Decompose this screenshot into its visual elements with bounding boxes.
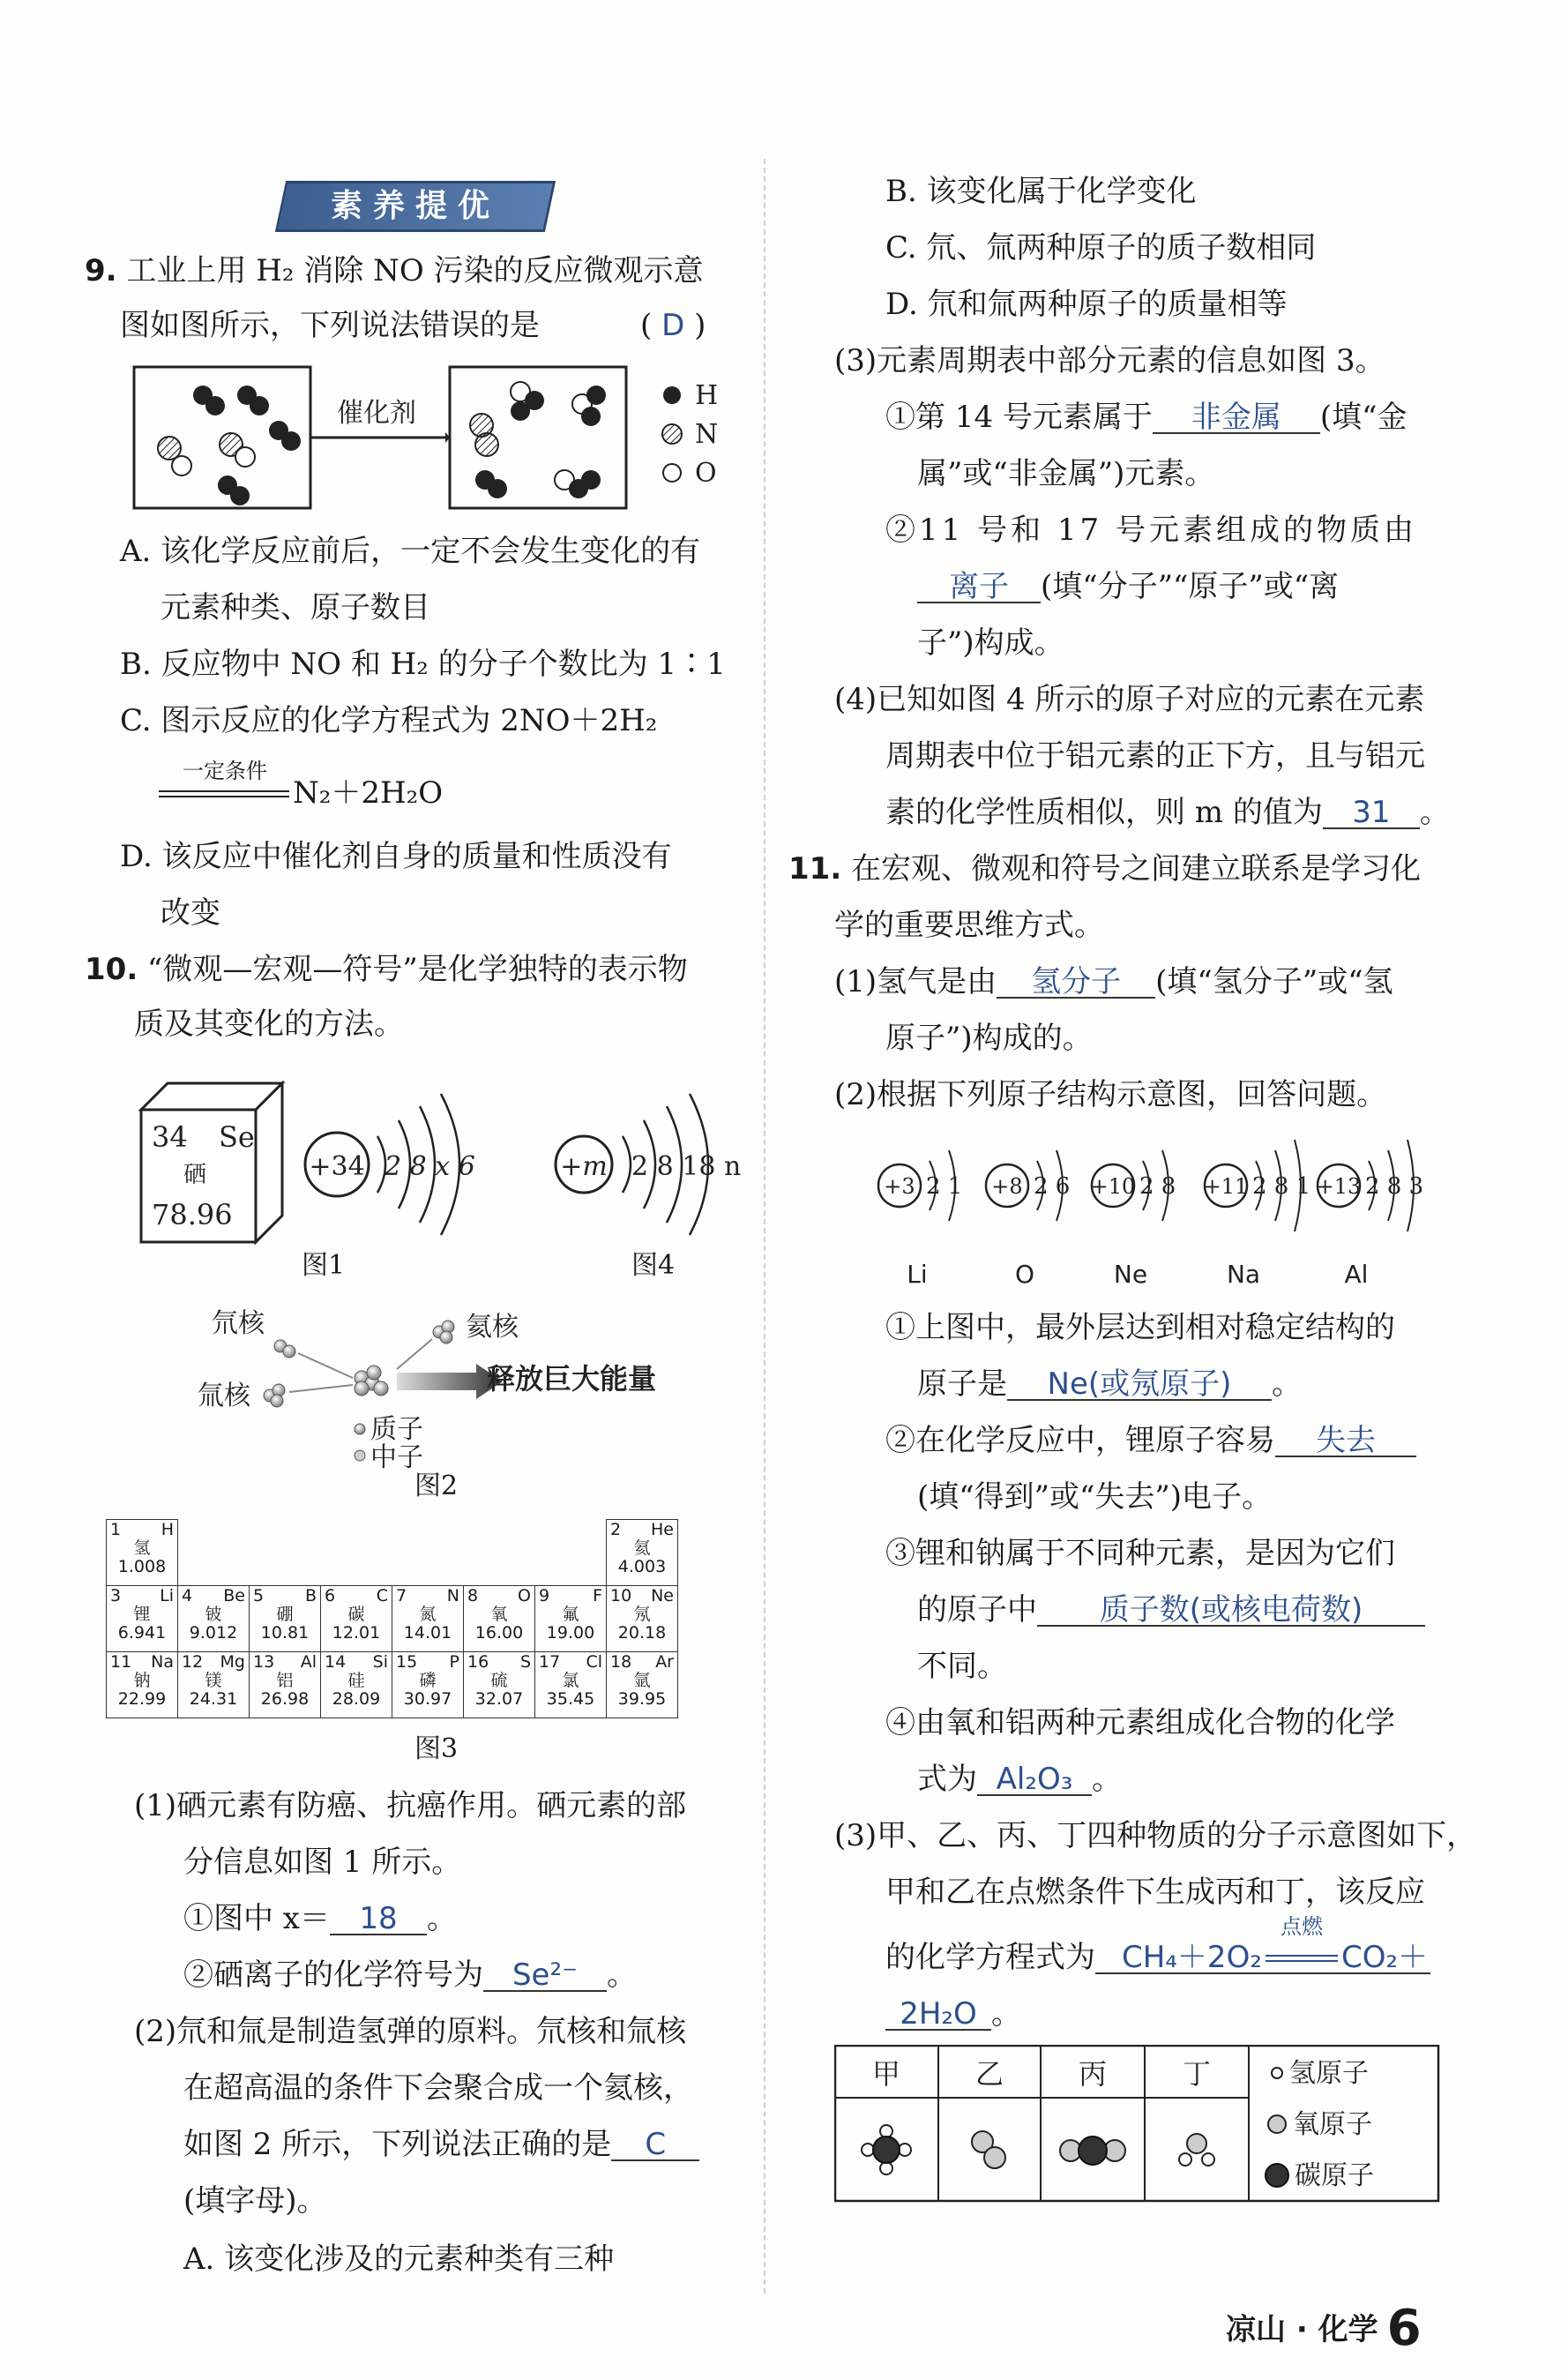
se-number: 34 xyxy=(152,1120,188,1154)
molecule-h2o xyxy=(1179,2134,1214,2166)
page-number: 6 xyxy=(1386,2300,1422,2357)
q10-p1a: ①图中 x＝ 18 。 xyxy=(183,1901,457,1936)
pt-cell-cl: 17 Cl 氯 35.45 xyxy=(535,1652,607,1718)
atom-label: Ne xyxy=(1113,1260,1148,1289)
atom-nucleus-charge: +13 xyxy=(1316,1174,1362,1199)
proton-label: 质子 xyxy=(370,1414,423,1445)
q10-p2-line3: 如图 2 所示，下列说法正确的是 C xyxy=(183,2129,699,2161)
legend-h: H xyxy=(695,380,719,411)
q9-optA2: 元素种类、原子数目 xyxy=(161,590,430,625)
fig1-fig4 xyxy=(132,1074,767,1281)
q11-p3-line3: 的化学方程式为 CH₄＋2O₂ 点燃 CO₂＋ xyxy=(885,1942,1430,1974)
q9-optA1: A. 该化学反应前后，一定不会发生变化的有 xyxy=(120,534,701,569)
q9-optC-arrow-line1 xyxy=(159,790,289,792)
fig2-caption: 图2 xyxy=(414,1471,459,1501)
fig4-nucleus-charge: +m xyxy=(560,1151,608,1182)
legend-o-icon xyxy=(663,464,681,482)
se-nucleus-charge: +34 xyxy=(309,1151,365,1182)
q11-p2d-line2: 式为 Al₂O₃ 。 xyxy=(917,1762,1122,1797)
q11-p2c-line2: 的原子中 质子数(或核电荷数) xyxy=(917,1595,1425,1627)
legend-carbon-icon xyxy=(1266,2164,1288,2187)
q9-optD1: D. 该反应中催化剂自身的质量和性质没有 xyxy=(120,839,672,874)
product-molecules xyxy=(470,382,606,498)
atom-shells: 2 8 3 xyxy=(1365,1173,1424,1200)
q11-p2a-line2: 原子是 Ne(或氖原子) 。 xyxy=(917,1366,1302,1402)
atom-na xyxy=(1204,1140,1310,1289)
q11-p2c-line1: ③锂和钠属于不同种元素，是因为它们 xyxy=(885,1536,1395,1571)
q11-line1: 11. 在宏观、微观和符号之间建立联系是学习化 xyxy=(788,851,1422,887)
pt-cell-c: 6 C 碳 12.01 xyxy=(321,1586,392,1652)
fig4-caption: 图4 xyxy=(631,1250,676,1281)
legend-carbon: 碳原子 xyxy=(1295,2160,1374,2191)
pt-cell-h: 1 H 氢 1.008 xyxy=(107,1520,178,1586)
atom-al xyxy=(1317,1140,1423,1289)
pt-cell-mg: 12 Mg 镁 24.31 xyxy=(178,1652,250,1718)
fig1-caption: 图1 xyxy=(302,1250,346,1281)
q11-p3-line4: 2H₂O 。 xyxy=(885,1999,1021,2031)
se-mass: 78.96 xyxy=(152,1198,233,1231)
atom-li xyxy=(878,1150,962,1289)
q10-p4-line3: 素的化学性质相似，则 m 的值为 31 。 xyxy=(885,795,1450,830)
fig3-caption: 图3 xyxy=(414,1733,459,1764)
q11-p1-line2: 原子”)构成的。 xyxy=(885,1021,1093,1056)
q10-p3: (3)元素周期表中部分元素的信息如图 3。 xyxy=(834,343,1385,378)
q10-p3b: ②11 号和 17 号元素组成的物质由 xyxy=(885,513,1417,548)
q10-p2-optC: C. 氘、氚两种原子的质子数相同 xyxy=(885,230,1317,266)
fig4-shells: 2 8 18 n xyxy=(631,1151,742,1182)
pt-row xyxy=(107,1586,678,1652)
pt-cell-na: 11 Na 钠 22.99 xyxy=(107,1652,178,1718)
header-yi: 乙 xyxy=(974,2057,1004,2091)
reactant-molecules xyxy=(158,385,301,505)
q10-p3a: ①第 14 号元素属于 非金属 (填“金 xyxy=(885,400,1407,435)
pt-empty xyxy=(392,1520,464,1586)
pt-cell-ne: 10 Ne 氖 20.18 xyxy=(607,1586,678,1652)
atom-shells: 2 8 1 xyxy=(1252,1173,1311,1200)
q10-line2: 质及其变化的方法。 xyxy=(134,1007,404,1042)
q10-p2-line1: (2)氘和氚是制造氢弹的原料。氘核和氚核 xyxy=(134,2014,687,2049)
q11-atom-diagrams xyxy=(873,1120,1455,1297)
q10-p1-line1: (1)硒元素有防癌、抗癌作用。硒元素的部 xyxy=(134,1788,687,1823)
helium-label: 氦核 xyxy=(466,1312,519,1343)
q10-p3b-line2: 离子 (填“分子”“原子”或“离 xyxy=(917,572,1339,603)
q11-p2b-line2: (填“得到”或“失去”)电子。 xyxy=(917,1479,1273,1515)
pt-cell-f: 9 F 氟 19.00 xyxy=(535,1586,607,1652)
atom-nucleus-charge: +8 xyxy=(991,1174,1023,1199)
catalyst-label: 催化剂 xyxy=(337,398,416,429)
atom-shells: 2 6 xyxy=(1034,1173,1071,1200)
atom-ne xyxy=(1091,1150,1176,1289)
q10-p4-line1: (4)已知如图 4 所示的原子对应的元素在元素 xyxy=(834,682,1425,717)
header-bing: 丙 xyxy=(1078,2057,1108,2091)
pt-cell-li: 3 Li 锂 6.941 xyxy=(107,1586,178,1652)
pt-empty xyxy=(321,1520,392,1586)
q10-p3b-line3: 子”)构成。 xyxy=(917,625,1064,661)
pt-cell-n: 7 N 氮 14.01 xyxy=(392,1586,464,1652)
q9-line2: 图如图所示，下列说法错误的是 xyxy=(120,308,540,343)
q10-p2-optA: A. 该变化涉及的元素种类有三种 xyxy=(183,2242,615,2277)
pt-empty xyxy=(464,1520,535,1586)
q9-answer: ( D ) xyxy=(640,308,706,343)
atom-label: O xyxy=(1014,1260,1035,1289)
legend-oxygen-icon xyxy=(1268,2115,1286,2133)
pt-cell-p: 15 P 磷 30.97 xyxy=(392,1652,464,1718)
pt-cell-al: 13 Al 铝 26.98 xyxy=(250,1652,321,1718)
molecule-co2 xyxy=(1060,2137,1125,2165)
q9-line1: 9. 工业上用 H₂ 消除 NO 污染的反应微观示意 xyxy=(85,253,704,288)
q9-optC1: C. 图示反应的化学方程式为 2NO＋2H₂ xyxy=(120,703,658,738)
pt-cell-he: 2 He 氦 4.003 xyxy=(607,1520,678,1586)
molecule-o2 xyxy=(972,2131,1005,2168)
deuterium-label: 氘核 xyxy=(212,1308,265,1339)
neutron-label: 中子 xyxy=(370,1442,423,1473)
atom-shells: 2 8 xyxy=(1139,1173,1176,1200)
pt-row xyxy=(107,1520,678,1586)
q10-p2-line4: (填字母)。 xyxy=(183,2183,327,2219)
se-shells: 2 8 x 6 xyxy=(385,1151,475,1182)
atom-label: Li xyxy=(907,1260,928,1289)
q10-p1b: ②硒离子的化学符号为 Se²⁻ 。 xyxy=(183,1957,637,1993)
pt-row xyxy=(107,1652,678,1718)
se-name: 硒 xyxy=(183,1162,207,1188)
pt-cell-be: 4 Be 铍 9.012 xyxy=(178,1586,250,1652)
tritium-label: 氚核 xyxy=(198,1381,250,1411)
pt-empty xyxy=(535,1520,607,1586)
q10-p2-line2: 在超高温的条件下会聚合成一个氦核， xyxy=(183,2070,693,2106)
pt-cell-b: 5 B 硼 10.81 xyxy=(250,1586,321,1652)
atom-o xyxy=(986,1150,1070,1289)
q9-optB: B. 反应物中 NO 和 H₂ 的分子个数比为 1∶1 xyxy=(120,647,726,682)
q11-p2c-line3: 不同。 xyxy=(917,1649,1007,1684)
fig3-periodic-table xyxy=(106,1519,678,1718)
q11-p2: (2)根据下列原子结构示意图，回答问题。 xyxy=(834,1077,1387,1112)
q11-p3-line1: (3)甲、乙、丙、丁四种物质的分子示意图如下， xyxy=(834,1818,1477,1853)
q10-p2-optB: B. 该变化属于化学变化 xyxy=(885,174,1197,209)
pt-empty xyxy=(250,1520,321,1586)
pt-cell-ar: 18 Ar 氩 39.95 xyxy=(607,1652,678,1718)
legend-hydrogen: 氢原子 xyxy=(1289,2058,1369,2089)
pt-cell-o: 8 O 氧 16.00 xyxy=(464,1586,535,1652)
legend-hydrogen-icon xyxy=(1272,2068,1282,2078)
q9-optD2: 改变 xyxy=(161,895,220,931)
q9-optC2: N₂＋2H₂O xyxy=(293,775,444,811)
atom-nucleus-charge: +10 xyxy=(1090,1174,1136,1199)
energy-label: 释放巨大能量 xyxy=(487,1362,657,1396)
pt-cell-s: 16 S 硫 32.07 xyxy=(464,1652,535,1718)
pt-empty xyxy=(178,1520,250,1586)
se-symbol: Se xyxy=(219,1120,255,1154)
pt-cell-si: 14 Si 硅 28.09 xyxy=(321,1652,392,1718)
legend-n: N xyxy=(695,419,719,450)
atom-nucleus-charge: +11 xyxy=(1203,1174,1249,1199)
q9-reaction-diagram xyxy=(132,360,758,510)
q11-p2a-line1: ①上图中，最外层达到相对稳定结构的 xyxy=(885,1310,1395,1345)
q10-p4-line2: 周期表中位于铝元素的正下方，且与铝元 xyxy=(885,738,1425,774)
fig2-fusion xyxy=(185,1297,714,1473)
q9-optC-condition: 一定条件 xyxy=(183,759,267,783)
page-footer: 凉山 · 化学 6 xyxy=(1226,2300,1422,2357)
legend-o: O xyxy=(695,458,717,489)
q10-p3a-line2: 属”或“非金属”)元素。 xyxy=(917,456,1215,491)
q11-line2: 学的重要思维方式。 xyxy=(834,908,1104,943)
q11-p2d-line1: ④由氧和铝两种元素组成化合物的化学 xyxy=(885,1705,1395,1740)
legend-oxygen: 氧原子 xyxy=(1293,2109,1372,2140)
q11-p2b: ②在化学反应中，锂原子容易 失去 xyxy=(885,1426,1416,1457)
q10-line1: 10. “微观—宏观—符号”是化学独特的表示物 xyxy=(85,952,688,987)
atom-nucleus-charge: +3 xyxy=(884,1174,915,1199)
legend-n-icon xyxy=(662,424,682,444)
atom-label: Na xyxy=(1226,1260,1261,1289)
q9-optC-arrow-line2 xyxy=(159,796,289,797)
q11-molecule-table xyxy=(834,2045,1443,2204)
atom-shells: 2 1 xyxy=(926,1173,963,1200)
legend-h-icon xyxy=(663,386,681,404)
header-jia: 甲 xyxy=(871,2057,901,2091)
q10-p2-optD: D. 氘和氚两种原子的质量相等 xyxy=(885,287,1288,322)
header-ding: 丁 xyxy=(1182,2057,1212,2091)
section-header: 素养提优 xyxy=(275,181,556,232)
q11-p3-line2: 甲和乙在点燃条件下生成丙和丁，该反应 xyxy=(885,1875,1425,1910)
atom-label: Al xyxy=(1344,1260,1369,1289)
q10-p1-line2: 分信息如图 1 所示。 xyxy=(183,1845,462,1880)
molecule-ch4 xyxy=(862,2125,911,2174)
q11-p1: (1)氢气是由 氢分子 (填“氢分子”或“氢 xyxy=(834,964,1393,999)
